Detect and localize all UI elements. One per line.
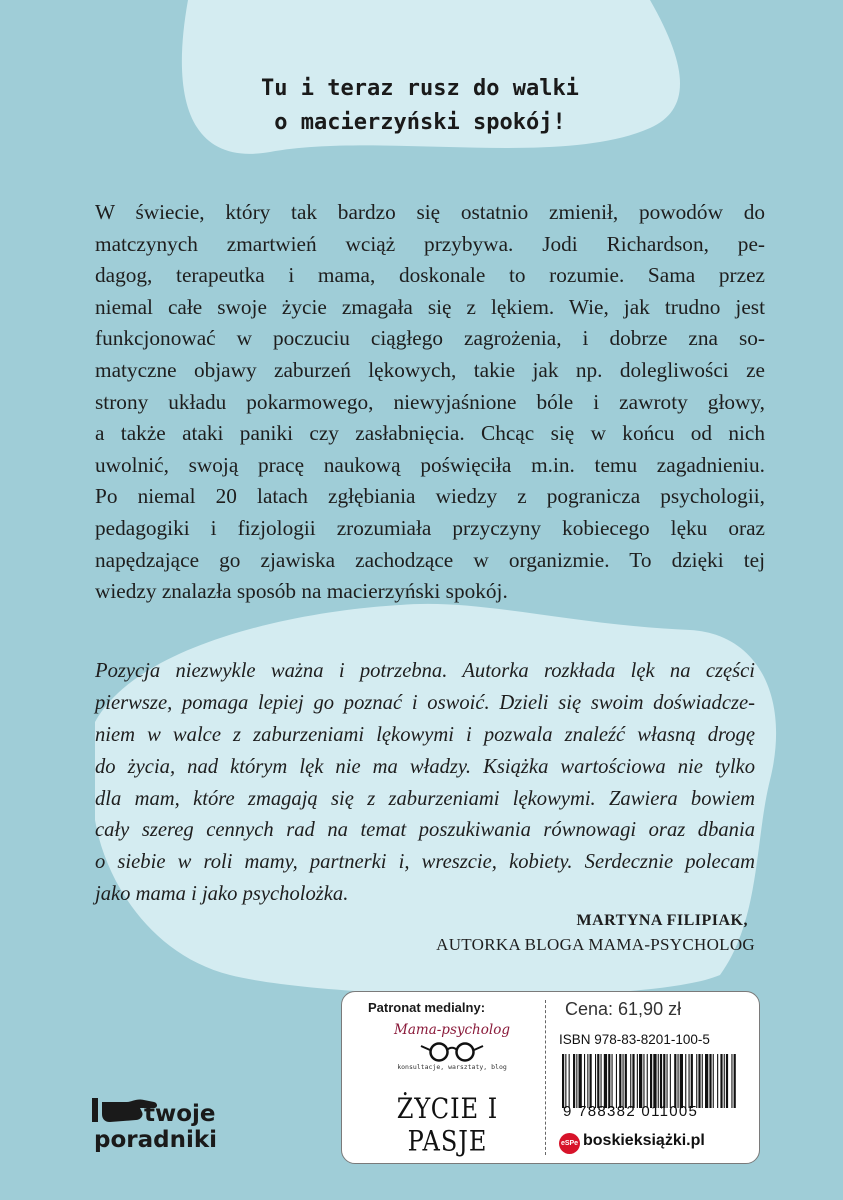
description-line: pedagogiki i fizjologii zrozumiała przyczyny kobiecego lęku oraz: [95, 515, 765, 540]
headline: [180, 72, 660, 140]
barcode-bar: [726, 1054, 728, 1108]
shop-badge: eSPe: [559, 1133, 580, 1154]
barcode-bar: [650, 1054, 652, 1108]
barcode-bar: [658, 1054, 659, 1108]
description-line: matczynych zmartwień wciąż przybywa. Jodi Richardson, pe-: [95, 231, 765, 256]
barcode-bar: [587, 1054, 588, 1108]
barcode-bar: [647, 1054, 648, 1108]
quote-line: jako mama i jako psycholożka.: [95, 883, 349, 906]
quote-line: pierwsze, pomaga lepiej go poznać i oswoić. Dzieli się swoim doświadcze-: [95, 691, 755, 714]
barcode-bar: [643, 1054, 644, 1108]
barcode-bar: [619, 1054, 621, 1108]
barcode-bar: [734, 1054, 736, 1108]
mama-psycholog-logo: [372, 1020, 532, 1090]
barcode-bar: [670, 1054, 671, 1108]
publisher-line-2: poradniki: [94, 1127, 218, 1153]
mama-psycholog-title: Mama-psycholog: [394, 1022, 510, 1038]
quote-line: niem w walce z zaburzeniami lękowymi i pozwala znaleźć własną drogę: [95, 723, 755, 746]
publisher-logo: [92, 1090, 227, 1170]
shop-logo: [559, 1132, 754, 1156]
barcode-bar: [562, 1054, 564, 1108]
barcode-bar: [689, 1054, 690, 1108]
barcode-bar: [667, 1054, 668, 1108]
isbn-label: ISBN 978-83-8201-100-5: [559, 1032, 710, 1047]
description-line: napędzające go zjawiska zachodzące w organizmie. To dzięki tej: [95, 547, 765, 572]
description-paragraph: [95, 197, 765, 608]
barcode-bar: [731, 1054, 732, 1108]
zycie-i-pasje-logo: ŻYCIE I PASJE: [396, 1092, 499, 1158]
barcode-bar: [663, 1054, 665, 1108]
shop-name: boskieksiążki.pl: [583, 1132, 705, 1149]
description-line: dagog, terapeutka i mama, doskonale to rozumie. Sama przez: [95, 263, 765, 288]
barcode-bar: [639, 1054, 642, 1108]
quote-author-role: AUTORKA BLOGA MAMA-PSYCHOLOG: [436, 935, 755, 954]
barcode-bar: [597, 1054, 599, 1108]
endorsement-quote: [95, 656, 755, 911]
barcode: [560, 1054, 740, 1108]
glasses-icon: [417, 1040, 487, 1062]
mama-psycholog-tagline: konsultacje, warsztaty, blog: [397, 1063, 507, 1071]
barcode-bar: [660, 1054, 662, 1108]
barcode-bar: [685, 1054, 686, 1108]
headline-line-1: Tu i teraz rusz do walki: [261, 76, 579, 101]
barcode-bar: [702, 1054, 703, 1108]
barcode-bar: [623, 1054, 624, 1108]
barcode-bar: [590, 1054, 592, 1108]
quote-author-name: MARTYNA FILIPIAK,: [576, 912, 748, 929]
barcode-bar: [625, 1054, 627, 1108]
barcode-bar: [705, 1054, 708, 1108]
headline-line-2: o macierzyński spokój!: [274, 110, 566, 135]
quote-line: Pozycja niezwykle ważna i potrzebna. Autorka rozkłada lęk na części: [95, 660, 755, 682]
barcode-bar: [713, 1054, 714, 1108]
barcode-bar: [637, 1054, 638, 1108]
barcode-bar: [678, 1054, 679, 1108]
barcode-bar: [653, 1054, 656, 1108]
description-line: a także ataki paniki czy zasłabnięcia. Chcąc się w końcu od nich: [95, 421, 765, 446]
barcode-bar: [698, 1054, 700, 1108]
barcode-number: 9 788382 011005: [563, 1103, 699, 1120]
barcode-bar: [724, 1054, 725, 1108]
publisher-line-1: twoje: [144, 1101, 216, 1127]
barcode-bar: [691, 1054, 693, 1108]
description-line: W świecie, który tak bardzo się ostatnio zmienił, powodów do: [95, 200, 765, 224]
barcode-bar: [709, 1054, 711, 1108]
barcode-bar: [630, 1054, 631, 1108]
description-line: wiedzy znalazła sposób na macierzyński spokój.: [95, 579, 508, 604]
description-line: matyczne objawy zaburzeń lękowych, takie jak np. dolegliwości ze: [95, 357, 765, 382]
barcode-bar: [584, 1054, 585, 1108]
barcode-bar: [612, 1054, 613, 1108]
quote-line: cały szereg cennych rad na temat poszukiwania równowagi oraz dbania: [95, 819, 755, 842]
barcode-bar: [632, 1054, 634, 1108]
barcode-bar: [720, 1054, 722, 1108]
barcode-bar: [680, 1054, 683, 1108]
quote-line: o siebie w roli mamy, partnerki i, wreszcie, kobiety. Serdecznie polecam: [95, 851, 755, 874]
patronage-label: Patronat medialny:: [368, 1000, 486, 1015]
info-card: [341, 991, 760, 1164]
barcode-bar: [717, 1054, 718, 1108]
barcode-bar: [573, 1054, 575, 1108]
barcode-bar: [569, 1054, 570, 1108]
barcode-bar: [608, 1054, 610, 1108]
card-divider: [545, 1000, 546, 1155]
description-line: niemal całe swoje życie zmagała się z lękiem. Wie, jak trudno jest: [95, 294, 765, 319]
quote-line: dla mam, które zmagają się z zaburzeniami lękowymi. Zawiera bowiem: [95, 787, 755, 810]
description-line: funkcjonować w poczuciu ciągłego zagrożenia, i dobrze zna so-: [95, 326, 765, 351]
barcode-bar: [696, 1054, 697, 1108]
barcode-bar: [565, 1054, 566, 1108]
barcode-bar: [616, 1054, 617, 1108]
barcode-bar: [595, 1054, 596, 1108]
barcode-bar: [674, 1054, 676, 1108]
barcode-bar: [579, 1054, 582, 1108]
price-label: Cena: 61,90 zł: [565, 999, 682, 1019]
barcode-bar: [604, 1054, 607, 1108]
quote-line: do życia, nad którym lęk nie ma władzy. Książka wartościowa nie tylko: [95, 755, 755, 778]
description-line: uwolnić, swoją pracę naukową poświęciła m.in. temu zagadnieniu.: [95, 452, 765, 477]
description-line: strony układu pokarmowego, niewyjaśnione bóle i zawroty głowy,: [95, 389, 765, 414]
barcode-bar: [601, 1054, 602, 1108]
barcode-bar: [576, 1054, 577, 1108]
description-line: Po niemal 20 latach zgłębiania wiedzy z pogranicza psychologii,: [95, 484, 765, 509]
